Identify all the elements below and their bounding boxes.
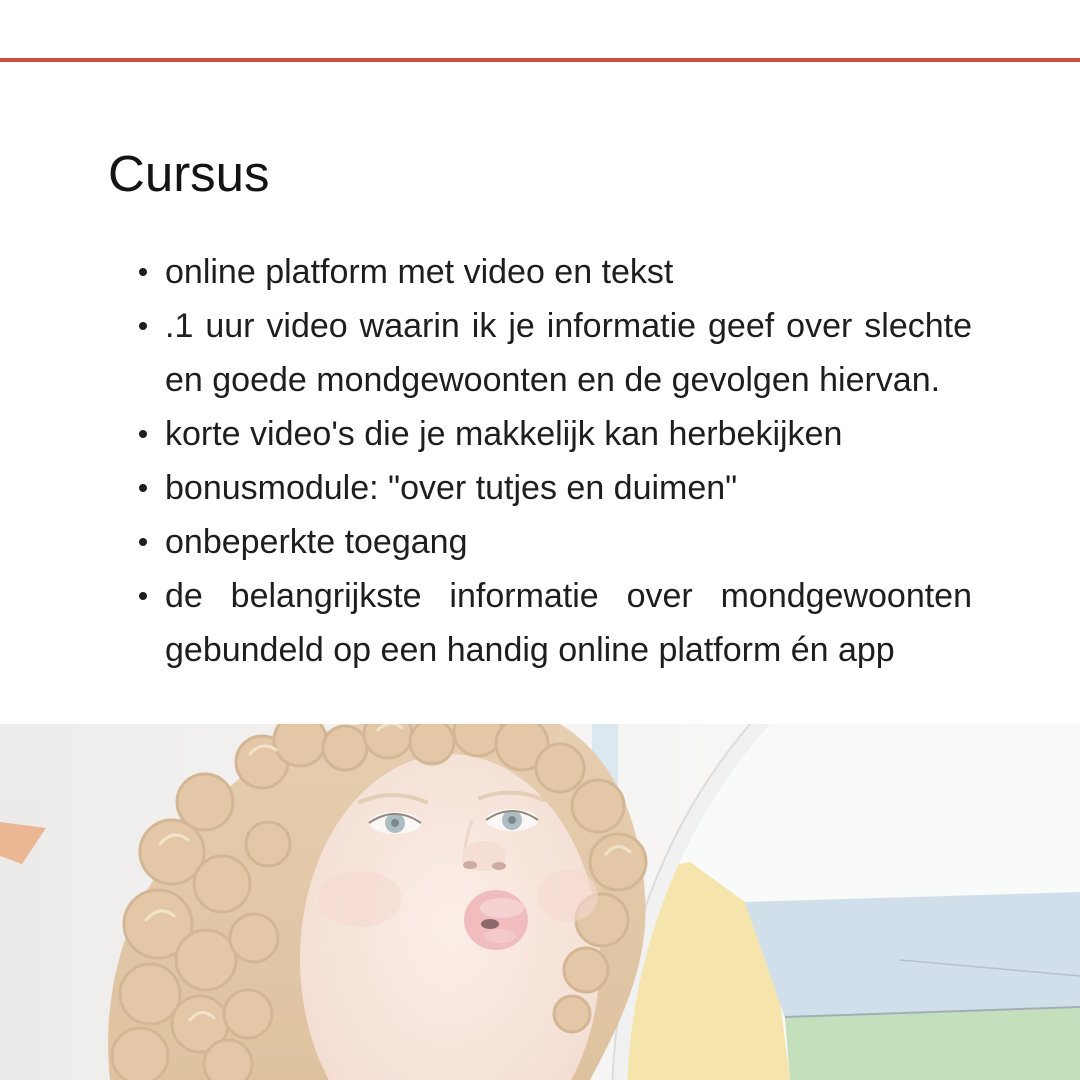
feature-item: korte video's die je makkelijk kan herbekijken <box>165 407 972 461</box>
feature-item: bonusmodule: "over tutjes en duimen" <box>165 461 972 515</box>
feature-item: de belangrijkste informatie over mondgewoonten gebundeld op een handig online platform én app <box>165 569 972 677</box>
hero-photo-illustration <box>0 724 1080 1080</box>
photo-fade-overlay <box>0 724 1080 1080</box>
feature-list <box>165 245 972 677</box>
feature-item: .1 uur video waarin ik je informatie geef over slechte en goede mondgewoonten en de gevolgen hiervan. <box>165 299 972 407</box>
hero-photo <box>0 724 1080 1080</box>
accent-rule <box>0 58 1080 62</box>
page-title: Cursus <box>108 145 270 202</box>
feature-item: online platform met video en tekst <box>165 245 972 299</box>
feature-item: onbeperkte toegang <box>165 515 972 569</box>
